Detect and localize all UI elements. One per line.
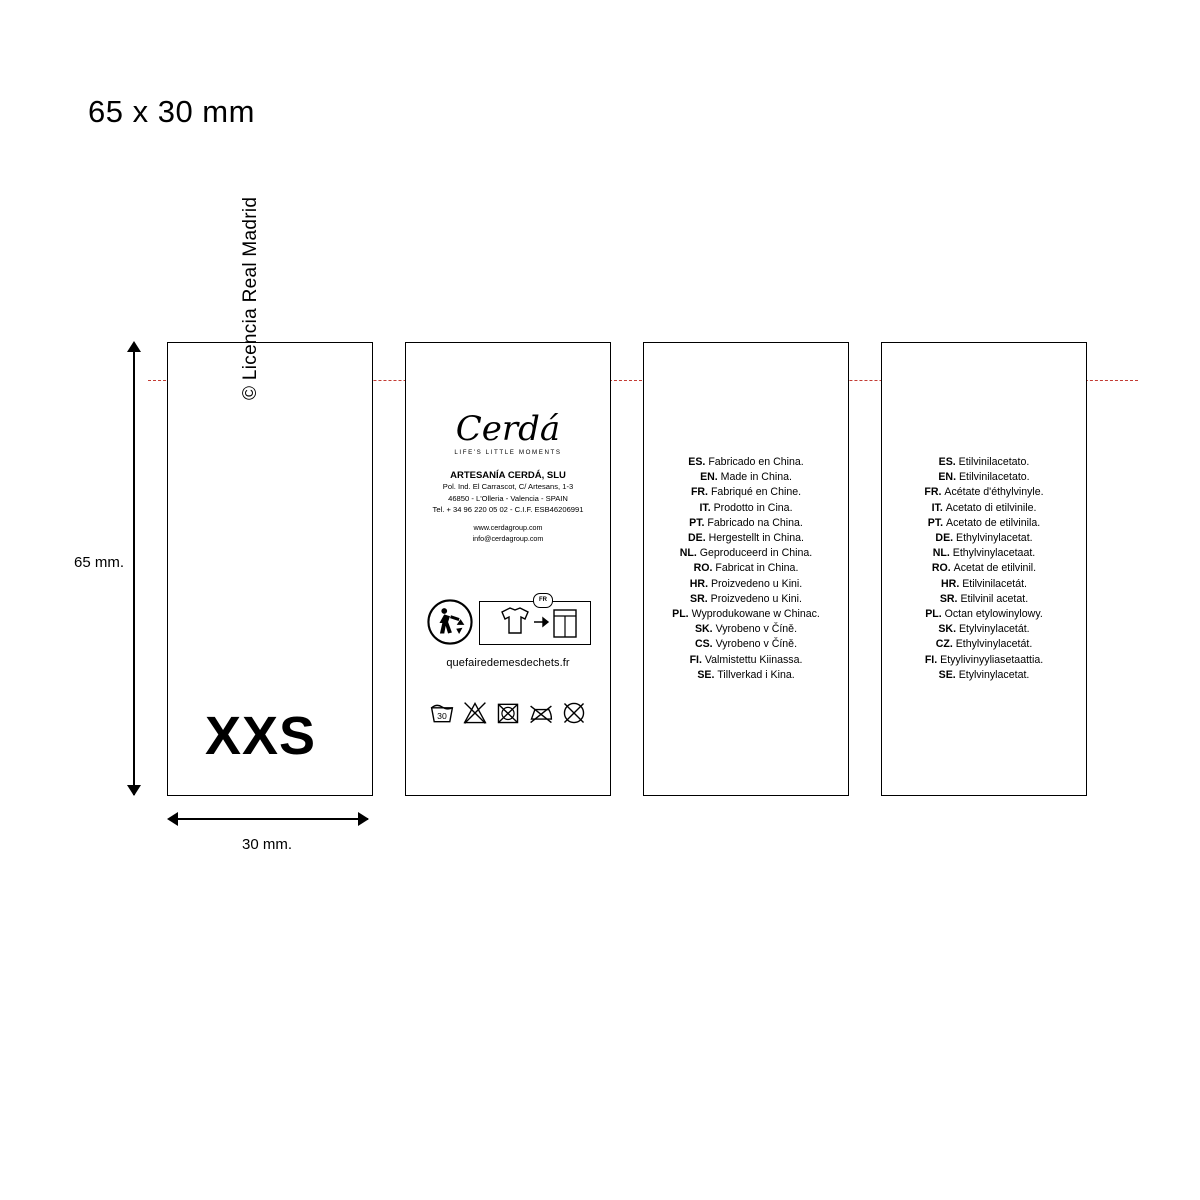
license-text: © Licencia Real Madrid bbox=[240, 196, 261, 400]
origin-list-item bbox=[643, 561, 849, 576]
do-not-dry-clean-icon bbox=[561, 700, 587, 726]
language-code: DE. bbox=[935, 532, 957, 545]
language-text: Fabricado na China. bbox=[707, 516, 803, 529]
origin-list-item bbox=[643, 637, 849, 652]
width-arrow-left-icon bbox=[167, 812, 178, 826]
material-list-item bbox=[881, 622, 1087, 637]
brand-logo-text: Cerdá bbox=[455, 409, 561, 449]
brand-tagline: LIFE'S LITTLE MOMENTS bbox=[454, 449, 562, 456]
language-text: Etilvinilacetato. bbox=[958, 471, 1030, 484]
material-list-item bbox=[881, 470, 1087, 485]
language-text: Fabricat in China. bbox=[715, 562, 799, 575]
recycling-icons bbox=[405, 595, 611, 651]
fr-country-badge: FR bbox=[533, 593, 553, 608]
width-dimension-label: 30 mm. bbox=[242, 836, 293, 853]
material-list-item bbox=[881, 637, 1087, 652]
origin-list-item bbox=[643, 516, 849, 531]
material-language-list bbox=[881, 455, 1087, 683]
origin-list-item bbox=[643, 531, 849, 546]
recycling-url: quefairedemesdechets.fr bbox=[446, 657, 570, 669]
language-text: Wyprodukowane w Chinac. bbox=[691, 608, 820, 621]
language-code: RO. bbox=[693, 562, 716, 575]
triman-recycle-icon bbox=[427, 599, 473, 645]
language-text: Acetat de etilvinil. bbox=[953, 562, 1037, 575]
address-line-2: 46850 - L'Olleria - Valencia - SPAIN bbox=[448, 493, 568, 503]
height-dimension-label: 65 mm. bbox=[74, 554, 125, 571]
origin-list-item bbox=[643, 485, 849, 500]
do-not-tumble-dry-icon bbox=[495, 700, 521, 726]
language-code: FI. bbox=[924, 653, 941, 666]
language-text: Geproduceerd in China. bbox=[699, 547, 813, 560]
language-text: Etilvinilacetato. bbox=[958, 456, 1030, 468]
language-code: ES. bbox=[938, 456, 959, 468]
language-code: DE. bbox=[688, 532, 709, 545]
origin-list-item bbox=[643, 607, 849, 622]
language-code: CS. bbox=[694, 638, 716, 651]
language-code: PL. bbox=[925, 608, 945, 621]
language-text: Etylvinylacetát. bbox=[958, 623, 1030, 636]
do-not-bleach-icon bbox=[462, 700, 488, 726]
language-text: Tillverkad i Kina. bbox=[717, 668, 795, 681]
language-text: Hergestellt in China. bbox=[708, 532, 804, 545]
page-title: 65 x 30 mm bbox=[88, 94, 255, 129]
language-text: Ethylvinylacetat. bbox=[956, 532, 1033, 545]
origin-list-item bbox=[643, 470, 849, 485]
language-text: Etilvinilacetát. bbox=[962, 577, 1027, 590]
disposal-instruction-box bbox=[479, 601, 591, 645]
care-symbols-row bbox=[405, 700, 611, 726]
language-text: Etilvinil acetat. bbox=[960, 592, 1029, 605]
size-text: XXS bbox=[205, 706, 317, 766]
language-code: SK. bbox=[694, 623, 716, 636]
height-arrow-up-icon bbox=[127, 341, 141, 352]
material-list-item bbox=[881, 592, 1087, 607]
origin-list-item bbox=[643, 501, 849, 516]
language-code: SR. bbox=[690, 592, 711, 605]
language-text: Vyrobeno v Číně. bbox=[715, 623, 798, 636]
width-dimension-line bbox=[170, 818, 368, 820]
language-text: Fabricado en China. bbox=[708, 456, 804, 468]
language-text: Prodotto in Cina. bbox=[713, 501, 793, 514]
language-code: SK. bbox=[938, 623, 959, 636]
material-list-item bbox=[881, 607, 1087, 622]
language-code: FR. bbox=[690, 486, 711, 499]
language-text: Valmistettu Kiinassa. bbox=[704, 653, 803, 666]
language-code: EN. bbox=[700, 471, 721, 484]
language-text: Vyrobeno v Číně. bbox=[715, 638, 798, 651]
language-code: HR. bbox=[941, 577, 963, 590]
language-code: ES. bbox=[688, 456, 709, 468]
language-code: IT. bbox=[931, 501, 946, 514]
height-dimension-line bbox=[133, 345, 135, 795]
material-list-item bbox=[881, 546, 1087, 561]
origin-list-item bbox=[643, 577, 849, 592]
origin-list-item bbox=[643, 455, 849, 470]
svg-text:30: 30 bbox=[437, 711, 447, 722]
origin-list-item bbox=[643, 546, 849, 561]
language-code: CZ. bbox=[935, 638, 956, 651]
language-text: Octan etylowinylowy. bbox=[944, 608, 1043, 621]
language-text: Acetato di etilvinile. bbox=[945, 501, 1037, 514]
language-code: NL. bbox=[932, 547, 953, 560]
language-code: RO. bbox=[931, 562, 954, 575]
tshirt-to-bin-icon bbox=[480, 602, 590, 644]
language-code: HR. bbox=[689, 577, 711, 590]
wash-30-icon bbox=[429, 700, 455, 726]
origin-list-item bbox=[643, 653, 849, 668]
language-code: EN. bbox=[938, 471, 959, 484]
brand-block bbox=[405, 409, 611, 544]
origin-list-item bbox=[643, 622, 849, 637]
origin-list-item bbox=[643, 668, 849, 683]
language-text: Proizvedeno u Kini. bbox=[710, 592, 802, 605]
language-code: PT. bbox=[927, 516, 946, 529]
material-list-item bbox=[881, 516, 1087, 531]
language-text: Etyylivinyyliasetaattia. bbox=[940, 653, 1044, 666]
language-text: Ethylvinylacetaat. bbox=[952, 547, 1036, 560]
material-list-item bbox=[881, 668, 1087, 683]
language-text: Etylvinylacetat. bbox=[958, 668, 1030, 681]
language-code: IT. bbox=[699, 501, 714, 514]
language-text: Ethylvinylacetát. bbox=[955, 638, 1033, 651]
recycling-block bbox=[405, 595, 611, 669]
width-arrow-right-icon bbox=[358, 812, 369, 826]
origin-list-item bbox=[643, 592, 849, 607]
language-code: SE. bbox=[697, 668, 718, 681]
language-text: Made in China. bbox=[720, 471, 792, 484]
origin-language-list bbox=[643, 455, 849, 683]
address-line-3: Tel. + 34 96 220 05 02 - C.I.F. ESB46206991 bbox=[432, 505, 584, 514]
language-code: FI. bbox=[689, 653, 705, 666]
material-list-item bbox=[881, 485, 1087, 500]
height-arrow-down-icon bbox=[127, 785, 141, 796]
company-name: ARTESANÍA CERDÁ, SLU bbox=[450, 470, 566, 481]
language-text: Acetato de etilvinila. bbox=[946, 516, 1041, 529]
language-text: Proizvedeno u Kini. bbox=[710, 577, 803, 590]
material-list-item bbox=[881, 501, 1087, 516]
website-text: www.cerdagroup.com bbox=[473, 522, 543, 532]
language-code: PL. bbox=[672, 608, 692, 621]
language-code: FR. bbox=[924, 486, 945, 499]
language-text: Fabriqué en Chine. bbox=[710, 486, 802, 499]
address-line-1: Pol. Ind. El Carrascot, C/ Artesans, 1-3 bbox=[442, 482, 574, 491]
language-code: PT. bbox=[689, 516, 708, 529]
material-list-item bbox=[881, 653, 1087, 668]
do-not-iron-icon bbox=[528, 700, 554, 726]
material-list-item bbox=[881, 577, 1087, 592]
language-text: Acétate d'éthylvinyle. bbox=[944, 486, 1044, 499]
language-code: NL. bbox=[679, 547, 700, 560]
language-code: SE. bbox=[938, 668, 959, 681]
language-code: SR. bbox=[939, 592, 961, 605]
material-list-item bbox=[881, 455, 1087, 470]
material-list-item bbox=[881, 561, 1087, 576]
email-text: info@cerdagroup.com bbox=[472, 533, 544, 543]
material-list-item bbox=[881, 531, 1087, 546]
